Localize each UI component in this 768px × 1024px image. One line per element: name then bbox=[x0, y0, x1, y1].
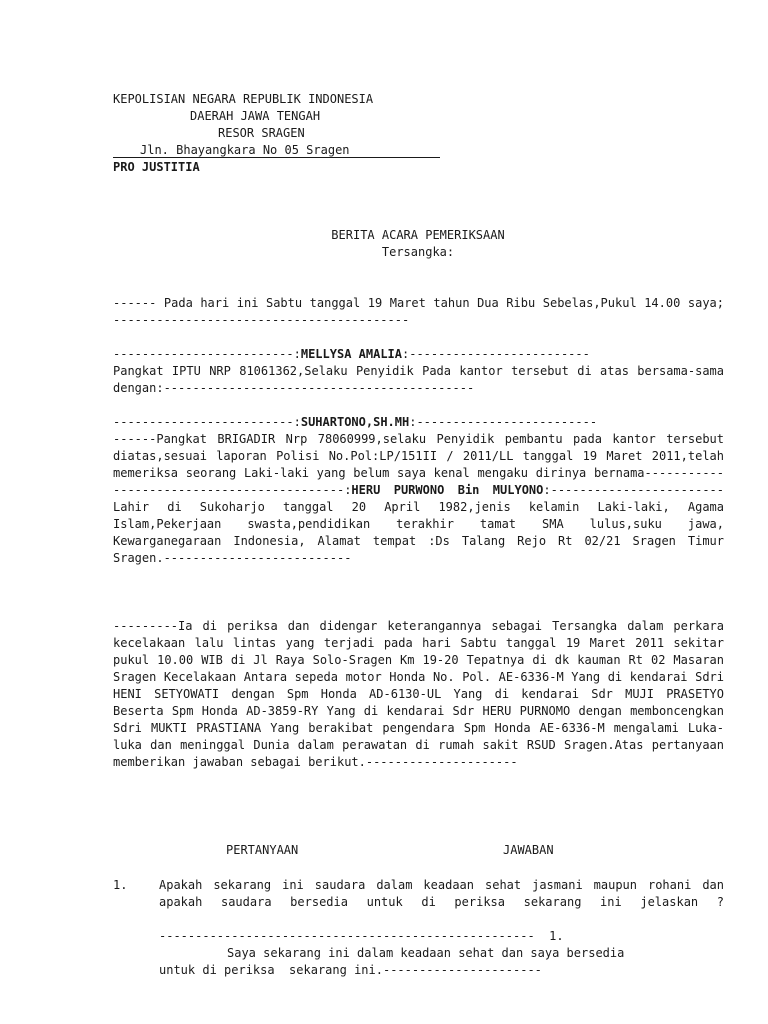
header-resort: RESOR SRAGEN bbox=[218, 126, 305, 140]
header-underline bbox=[113, 157, 440, 158]
investigator1-paragraph: Pangkat IPTU NRP 81061362,Selaku Penyidik Pada kantor tersebut di atas bersama-sama dengan:------------------------------------------- bbox=[113, 364, 724, 395]
investigator2-name-line bbox=[113, 414, 724, 431]
question-text: Apakah sekarang ini saudara dalam keadaan sehat jasmani maupun rohani dan apakah saudara bersedia untuk di periksa sekarang ini jelaskan ? bbox=[159, 878, 724, 909]
suspect-name: HERU PURWONO Bin MULYONO bbox=[351, 483, 544, 497]
header-institution: KEPOLISIAN NEGARA REPUBLIK INDONESIA bbox=[113, 92, 374, 106]
header-address: Jln. Bhayangkara No 05 Sragen bbox=[140, 143, 350, 157]
investigator2-suffix: :------------------------- bbox=[409, 415, 598, 429]
investigator2-paragraph bbox=[113, 431, 724, 567]
question-dash-line bbox=[159, 928, 724, 945]
investigator1-suffix: :------------------------- bbox=[402, 347, 590, 361]
answer-line-1: Saya sekarang ini dalam keadaan sehat dan saya bersedia bbox=[227, 946, 625, 960]
investigator1-prefix: -------------------------: bbox=[113, 347, 301, 361]
investigator2-name: SUHARTONO,SH.MH bbox=[300, 415, 410, 429]
pro-justitia-label: PRO JUSTITIA bbox=[113, 160, 200, 174]
investigator2-text-b: :------------------------Lahir di Sukoharjo tanggal 20 April 1982,jenis kelamin Laki-laki, Agama Islam,Pekerjaan swasta,pendidikan terakhir tamat SMA lulus,suku jawa, Kewarganegaraan Indonesia, Alamat tempat :Ds Talang Rejo Rt 02/21 Sragen Timur Sragen.-------------------------- bbox=[113, 483, 724, 565]
answer-column-header: JAWABAN bbox=[503, 843, 554, 857]
answer-number: 1. bbox=[549, 929, 564, 943]
header-region: DAERAH JAWA TENGAH bbox=[190, 109, 321, 123]
answer-line-2: untuk di periksa sekarang ini.---------------------- bbox=[159, 963, 542, 977]
document-subtitle: Tersangka: bbox=[381, 245, 455, 259]
investigator2-text-a: ------Pangkat BRIGADIR Nrp 78060999,selaku Penyidik pembantu pada kantor tersebut diatas,sesuai laporan Polisi No.Pol:LP/151II / 2011/LL tanggal 19 Maret 2011,telah memeriksa seorang Laki-laki yang belum saya kenal mengaku dirinya bernama-------------------------------------------: bbox=[113, 432, 724, 497]
question-number: 1. bbox=[113, 878, 128, 892]
question-dashes: ---------------------------------------------------- bbox=[159, 929, 535, 943]
investigator1-name-line bbox=[113, 346, 724, 363]
document-title: BERITA ACARA PEMERIKSAAN bbox=[331, 228, 505, 242]
investigator1-name: MELLYSA AMALIA bbox=[300, 347, 402, 361]
opening-paragraph: ------ Pada hari ini Sabtu tanggal 19 Maret tahun Dua Ribu Sebelas,Pukul 14.00 saya; ----------------------------------------- bbox=[113, 296, 724, 327]
question-column-header: PERTANYAAN bbox=[226, 843, 299, 857]
investigator2-prefix: -------------------------: bbox=[113, 415, 301, 429]
statement-paragraph: ---------Ia di periksa dan didengar keterangannya sebagai Tersangka dalam perkara kecelakaan lalu lintas yang terjadi pada hari Sabtu tanggal 19 Maret 2011 sekitar pukul 10.00 WIB di Jl Raya Solo-Sragen Km 19-20 Tepatnya di dk kauman Rt 02 Masaran Sragen Kecelakaan Antara sepeda motor Honda No. Pol. AE-6336-M Yang di kendarai Sdri HENI SETYOWATI dengan Spm Honda AD-6130-UL Yang di kendarai Sdr MUJI PRASETYO Beserta Spm Honda AD-3859-RY Yang di kendarai Sdr HERU PURNOMO dengan membonceng​kan Sdri MUKTI PRASTIANA Yang berakibat pengendara Spm Honda AE-6336-M mengalami Luka-luka dan meninggal Dunia dalam perawatan di rumah sakit RSUD Sragen.Atas pertanyaan memberikan jawaban sebagai berikut.--------------------- bbox=[113, 619, 724, 769]
